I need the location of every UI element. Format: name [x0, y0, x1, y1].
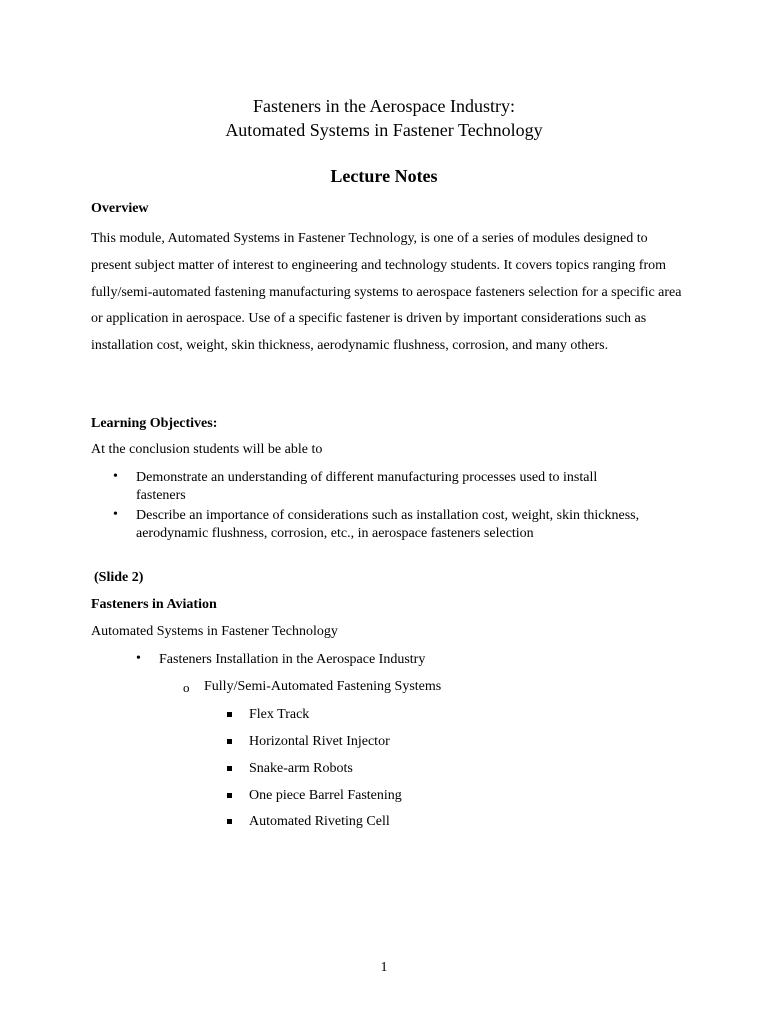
- lecture-notes-heading: Lecture Notes: [330, 166, 438, 186]
- slide-heading: Fasteners in Aviation: [91, 597, 217, 612]
- objectives-heading: Learning Objectives:: [91, 416, 218, 431]
- level1-item: Fasteners Installation in the Aerospace Industry: [159, 652, 426, 667]
- overview-heading: Overview: [91, 201, 149, 216]
- level3-item: Snake-arm Robots: [249, 761, 353, 776]
- title-line-1: Fasteners in the Aerospace Industry:: [253, 96, 515, 116]
- square-bullet-icon: [227, 739, 232, 744]
- level3-item: Flex Track: [249, 707, 310, 722]
- slide-subheading: Automated Systems in Fastener Technology: [91, 624, 338, 639]
- square-bullet-icon: [227, 712, 232, 717]
- objective-1-line-2: fasteners: [136, 488, 186, 503]
- square-bullet-icon: [227, 819, 232, 824]
- level2-item: Fully/Semi-Automated Fastening Systems: [204, 679, 442, 694]
- square-bullet-icon: [227, 766, 232, 771]
- overview-paragraph: This module, Automated Systems in Fastener Technology, is one of a series of modules designed to present subject matter of interest to engineering and technology students. It covers topics ranging from fully/semi-automated fastening manufacturing systems to aerospace fasteners selection for a specific area or application in aerospace. Use of a specific fastener is driven by important considerations such as installation cost, weight, skin thickness, aerodynamic flushness, corrosion, and many others.: [91, 231, 682, 354]
- bullet-icon: •: [113, 507, 118, 522]
- circle-bullet-icon: o: [183, 680, 190, 695]
- square-bullet-icon: [227, 793, 232, 798]
- level3-item: One piece Barrel Fastening: [249, 788, 402, 803]
- slide-label: (Slide 2): [94, 570, 144, 585]
- objective-2-line-1: Describe an importance of considerations such as installation cost, weight, skin thickness,: [136, 508, 640, 523]
- page-number: 1: [380, 960, 388, 975]
- bullet-icon: •: [136, 651, 141, 666]
- objective-1-line-1: Demonstrate an understanding of different manufacturing processes used to install: [136, 470, 598, 485]
- level3-item: Automated Riveting Cell: [249, 814, 390, 829]
- objective-2-line-2: aerodynamic flushness, corrosion, etc., in aerospace fasteners selection: [136, 526, 534, 541]
- objectives-intro: At the conclusion students will be able to: [91, 442, 323, 457]
- bullet-icon: •: [113, 469, 118, 484]
- level3-item: Horizontal Rivet Injector: [249, 734, 390, 749]
- title-line-2: Automated Systems in Fastener Technology: [225, 120, 543, 140]
